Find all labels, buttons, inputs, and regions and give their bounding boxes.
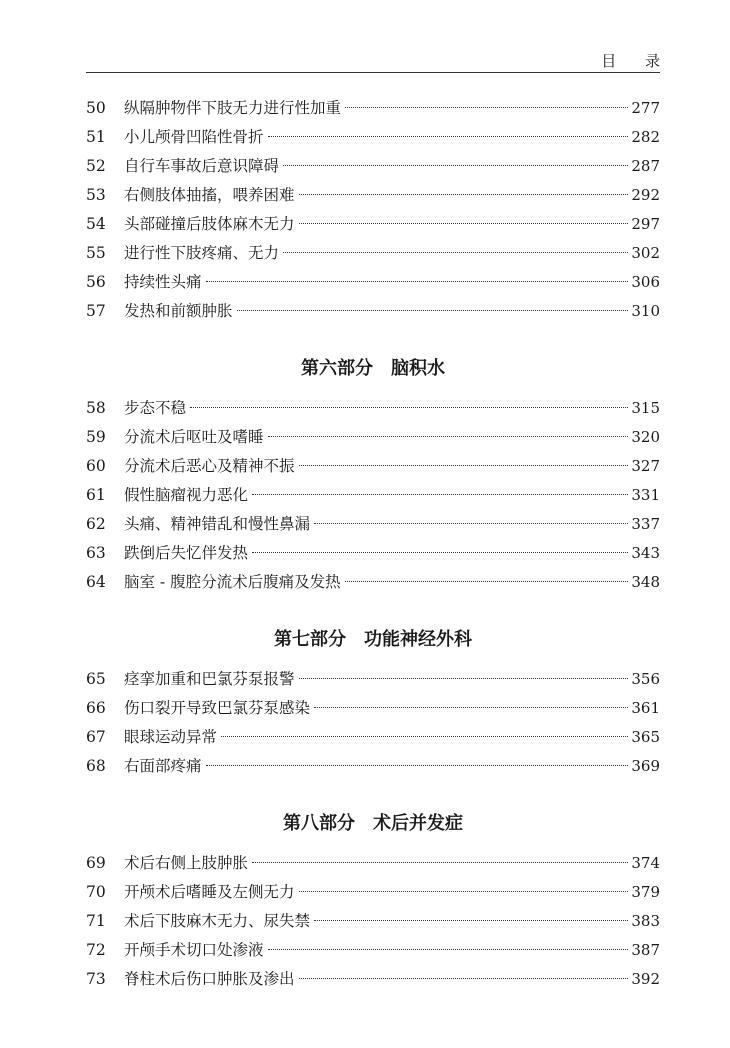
entry-title: 假性脑瘤视力恶化 xyxy=(124,486,249,504)
entry-page-number: 297 xyxy=(631,215,660,233)
part-heading: 第七部分 功能神经外科 xyxy=(274,629,472,650)
dot-leader xyxy=(221,736,628,737)
entry-page-number: 310 xyxy=(631,302,660,320)
dot-leader xyxy=(252,552,628,553)
toc-entry[interactable] xyxy=(86,94,660,123)
entry-number: 50 xyxy=(86,99,106,117)
table-of-contents xyxy=(86,94,660,994)
toc-entry[interactable] xyxy=(86,568,660,597)
entry-title: 眼球运动异常 xyxy=(124,728,218,746)
entry-page-number: 292 xyxy=(631,186,660,204)
entry-page-number: 282 xyxy=(631,128,660,146)
toc-entry[interactable] xyxy=(86,394,660,423)
entry-number: 71 xyxy=(86,912,106,930)
toc-entry[interactable] xyxy=(86,665,660,694)
dot-leader xyxy=(299,678,629,679)
dot-leader xyxy=(206,281,629,282)
entry-number: 57 xyxy=(86,302,106,320)
entry-title: 小儿颅骨凹陷性骨折 xyxy=(124,128,264,146)
entry-title: 持续性头痛 xyxy=(124,273,202,291)
entry-page-number: 392 xyxy=(631,970,660,988)
dot-leader xyxy=(314,523,628,524)
entry-number: 62 xyxy=(86,515,106,533)
entry-number: 53 xyxy=(86,186,106,204)
entry-page-number: 387 xyxy=(631,941,660,959)
entry-page-number: 315 xyxy=(631,399,660,417)
entry-title: 痉挛加重和巴氯芬泵报警 xyxy=(124,670,295,688)
entry-page-number: 383 xyxy=(631,912,660,930)
header-title: 目 录 xyxy=(601,52,672,70)
dot-leader xyxy=(237,310,629,311)
entry-title: 脑室 - 腹腔分流术后腹痛及发热 xyxy=(124,573,341,591)
entry-title: 右侧肢体抽搐，喂养困难 xyxy=(124,186,295,204)
entry-page-number: 327 xyxy=(631,457,660,475)
entry-number: 64 xyxy=(86,573,106,591)
dot-leader xyxy=(190,407,628,408)
toc-entry[interactable] xyxy=(86,752,660,781)
entry-page-number: 331 xyxy=(631,486,660,504)
entry-title: 术后右侧上肢肿胀 xyxy=(124,854,249,872)
dot-leader xyxy=(299,223,629,224)
entry-title: 自行车事故后意识障碍 xyxy=(124,157,280,175)
toc-entry[interactable] xyxy=(86,423,660,452)
entry-page-number: 356 xyxy=(631,670,660,688)
entry-title: 伤口裂开导致巴氯芬泵感染 xyxy=(124,699,311,717)
entry-title: 脊柱术后伤口肿胀及渗出 xyxy=(124,970,295,988)
dot-leader xyxy=(283,165,628,166)
entry-number: 52 xyxy=(86,157,106,175)
entry-page-number: 365 xyxy=(631,728,660,746)
entry-page-number: 287 xyxy=(631,157,660,175)
toc-entry[interactable] xyxy=(86,481,660,510)
dot-leader xyxy=(299,465,629,466)
entry-page-number: 374 xyxy=(631,854,660,872)
entry-page-number: 379 xyxy=(631,883,660,901)
entry-number: 51 xyxy=(86,128,106,146)
entry-page-number: 306 xyxy=(631,273,660,291)
entry-number: 68 xyxy=(86,757,106,775)
part-heading: 第八部分 术后并发症 xyxy=(283,813,463,834)
entry-number: 66 xyxy=(86,699,106,717)
toc-entry[interactable] xyxy=(86,181,660,210)
dot-leader xyxy=(345,581,629,582)
toc-entry[interactable] xyxy=(86,452,660,481)
toc-entry[interactable] xyxy=(86,965,660,994)
dot-leader xyxy=(345,107,628,108)
entry-page-number: 337 xyxy=(631,515,660,533)
entry-title: 开颅术后嗜睡及左侧无力 xyxy=(124,883,295,901)
entry-title: 头痛、精神错乱和慢性鼻漏 xyxy=(124,515,311,533)
entry-number: 59 xyxy=(86,428,106,446)
entry-number: 56 xyxy=(86,273,106,291)
toc-entry[interactable] xyxy=(86,210,660,239)
toc-entry[interactable] xyxy=(86,539,660,568)
entry-title: 进行性下肢疼痛、无力 xyxy=(124,244,280,262)
part-heading: 第六部分 脑积水 xyxy=(301,358,445,379)
toc-entry[interactable] xyxy=(86,936,660,965)
dot-leader xyxy=(268,949,629,950)
dot-leader xyxy=(314,707,628,708)
entry-number: 61 xyxy=(86,486,106,504)
entry-title: 右面部疼痛 xyxy=(124,757,202,775)
entry-page-number: 348 xyxy=(631,573,660,591)
dot-leader xyxy=(283,252,628,253)
toc-entry[interactable] xyxy=(86,152,660,181)
entry-number: 65 xyxy=(86,670,106,688)
dot-leader xyxy=(252,862,628,863)
toc-entry[interactable] xyxy=(86,123,660,152)
entry-number: 55 xyxy=(86,244,106,262)
toc-entry[interactable] xyxy=(86,510,660,539)
dot-leader xyxy=(299,194,629,195)
entry-page-number: 369 xyxy=(631,757,660,775)
entry-title: 分流术后恶心及精神不振 xyxy=(124,457,295,475)
dot-leader xyxy=(299,978,629,979)
entry-number: 60 xyxy=(86,457,106,475)
dot-leader xyxy=(299,891,629,892)
toc-entry[interactable] xyxy=(86,694,660,723)
entry-title: 分流术后呕吐及嗜睡 xyxy=(124,428,264,446)
dot-leader xyxy=(268,436,629,437)
toc-entry[interactable] xyxy=(86,297,660,326)
entry-number: 70 xyxy=(86,883,106,901)
toc-entry[interactable] xyxy=(86,878,660,907)
entry-title: 术后下肢麻木无力、尿失禁 xyxy=(124,912,311,930)
entry-number: 72 xyxy=(86,941,106,959)
entry-number: 69 xyxy=(86,854,106,872)
page-header xyxy=(86,48,672,73)
toc-entry[interactable] xyxy=(86,723,660,752)
entry-page-number: 343 xyxy=(631,544,660,562)
entry-page-number: 302 xyxy=(631,244,660,262)
entry-number: 58 xyxy=(86,399,106,417)
toc-entry[interactable] xyxy=(86,239,660,268)
entry-title: 纵隔肿物伴下肢无力进行性加重 xyxy=(124,99,342,117)
entry-number: 63 xyxy=(86,544,106,562)
entry-title: 发热和前额肿胀 xyxy=(124,302,233,320)
dot-leader xyxy=(314,920,628,921)
entry-page-number: 320 xyxy=(631,428,660,446)
entry-title: 步态不稳 xyxy=(124,399,187,417)
entry-page-number: 361 xyxy=(631,699,660,717)
dot-leader xyxy=(268,136,629,137)
toc-entry[interactable] xyxy=(86,268,660,297)
toc-entry[interactable] xyxy=(86,849,660,878)
entry-page-number: 277 xyxy=(631,99,660,117)
entry-title: 开颅手术切口处渗液 xyxy=(124,941,264,959)
entry-title: 跌倒后失忆伴发热 xyxy=(124,544,249,562)
dot-leader xyxy=(252,494,628,495)
entry-title: 头部碰撞后肢体麻木无力 xyxy=(124,215,295,233)
toc-entry[interactable] xyxy=(86,907,660,936)
entry-number: 67 xyxy=(86,728,106,746)
dot-leader xyxy=(206,765,629,766)
entry-number: 73 xyxy=(86,970,106,988)
entry-number: 54 xyxy=(86,215,106,233)
